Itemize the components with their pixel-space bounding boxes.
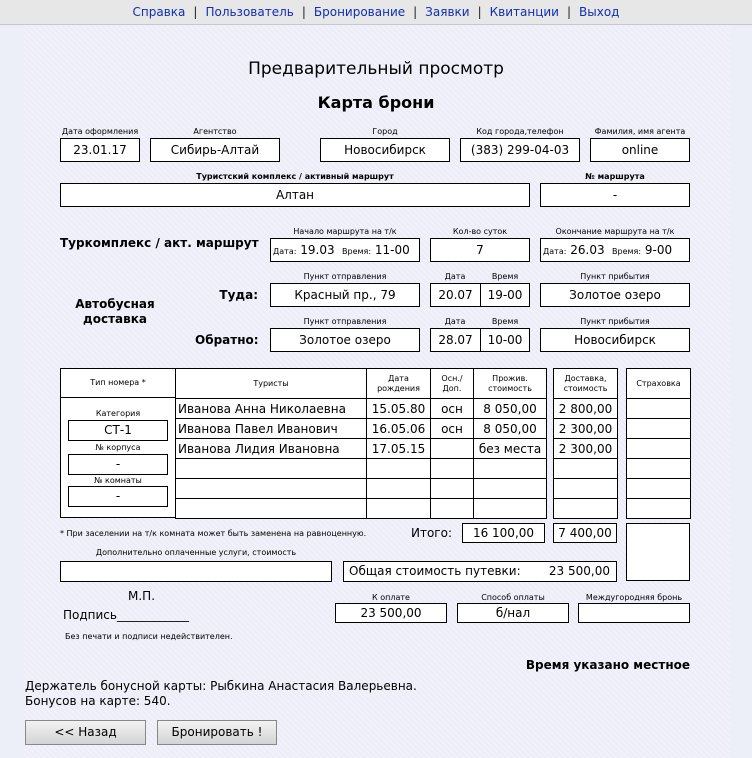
- back-date-field: 28.07: [430, 328, 481, 352]
- phone-label: Код города,телефон: [476, 127, 564, 136]
- payment-method-label: Способ оплаты: [481, 593, 545, 602]
- total-cost-value: 23 500,00: [548, 564, 610, 578]
- room-type-cell: [60, 397, 176, 518]
- there-time-label: Время: [491, 272, 519, 281]
- there-departure-field: Красный пр., 79: [270, 283, 420, 307]
- room-field: -: [68, 486, 168, 507]
- agency-field: Сибирь-Алтай: [150, 138, 280, 162]
- place-header: Осн./ Доп.: [431, 369, 474, 399]
- bonus-count: Бонусов на карте: 540.: [25, 694, 171, 708]
- tourist-cost: [474, 479, 547, 499]
- date-label: Дата оформления: [61, 127, 139, 136]
- to-pay-field: 23 500,00: [335, 603, 447, 623]
- table-row: [176, 499, 547, 519]
- table-row: [176, 439, 547, 459]
- delivery-cost: 2 800,00: [554, 399, 618, 419]
- tourist-name: [176, 479, 367, 499]
- room-type-header: Тип номера *: [60, 368, 176, 398]
- complex-label: Туристский комплекс / активный маршрут: [196, 172, 394, 181]
- cost-header: Прожив. стоимость: [474, 369, 547, 399]
- there-label: Туда:: [219, 288, 258, 302]
- complex-field: Алтан: [60, 183, 530, 207]
- local-time-note: Время указано местное: [525, 658, 690, 672]
- insurance-total-field: [626, 523, 690, 581]
- table-row: [176, 399, 547, 419]
- extra-services-field: [60, 561, 332, 582]
- delivery-header: Доставка, стоимость: [554, 369, 618, 399]
- category-label: Категория: [95, 409, 141, 418]
- back-time-field: 10-00: [480, 328, 530, 352]
- table-row: [176, 459, 547, 479]
- back-arrival-label: Пункт прибытия: [580, 317, 650, 326]
- insurance-cell: [627, 419, 691, 439]
- tourist-name: [176, 459, 367, 479]
- back-time-label: Время: [491, 317, 519, 326]
- route-start-label: Начало маршрута на т/к: [293, 227, 397, 236]
- delivery-total-field: 7 400,00: [553, 523, 617, 543]
- insurance-cell: [627, 459, 691, 479]
- nav-separator: |: [301, 5, 306, 19]
- top-nav: [0, 0, 752, 25]
- to-pay-label: К оплате: [372, 593, 410, 602]
- room-replacement-note: * При заселении на т/к комната может быть заменена на равноценную.: [60, 529, 367, 538]
- tourist-cost: [474, 499, 547, 519]
- seal-placeholder: М.П.: [128, 589, 156, 603]
- intercity-label: Междугородняя бронь: [585, 593, 683, 602]
- intercity-field: [578, 603, 690, 623]
- nav-separator: |: [413, 5, 418, 19]
- tourist-place: осн: [431, 419, 474, 439]
- nav-separator: |: [566, 5, 572, 19]
- city-label: Город: [372, 127, 398, 136]
- back-arrival-field: Новосибирск: [540, 328, 690, 352]
- bus-section-label-2: доставка: [83, 312, 147, 326]
- page-title: Предварительный просмотр: [248, 59, 504, 79]
- tourists-table-header-row: [176, 369, 547, 399]
- delivery-cost: [554, 499, 618, 519]
- nav-separator: |: [193, 5, 198, 19]
- tourist-place: [431, 499, 474, 519]
- card-title: Карта брони: [317, 93, 435, 112]
- nav-link-help[interactable]: Справка: [132, 5, 186, 19]
- phone-field: (383) 299-04-03: [460, 138, 580, 162]
- date-field: 23.01.17: [60, 138, 140, 162]
- tourist-place: [431, 439, 474, 459]
- there-arrival-field: Золотое озеро: [540, 283, 690, 307]
- tourist-cost: 8 050,00: [474, 399, 547, 419]
- table-row: [176, 479, 547, 499]
- payment-method-field: б/нал: [457, 603, 569, 623]
- agent-label: Фамилия, имя агента: [594, 127, 686, 136]
- days-field: 7: [430, 238, 530, 262]
- insurance-cell: [627, 499, 691, 519]
- cost-total-field: 16 100,00: [462, 523, 545, 543]
- days-label: Кол-во суток: [452, 227, 508, 236]
- extra-services-label: Дополнительно оплаченные услуги, стоимость: [95, 548, 297, 557]
- route-end-label: Окончание маршрута на т/к: [555, 227, 675, 236]
- back-label: Обратно:: [195, 333, 259, 347]
- agency-label: Агентство: [193, 127, 237, 136]
- route-end-field: Дата: 26.03 Время: 9-00: [540, 238, 690, 262]
- insurance-cell: [627, 439, 691, 459]
- tourists-header: Туристы: [176, 369, 367, 399]
- tourist-cost: без места: [474, 439, 547, 459]
- insurance-table: [626, 368, 691, 519]
- route-start-field: Дата: 19.03 Время: 11-00: [270, 238, 420, 262]
- room-label: № комнаты: [94, 476, 142, 485]
- nav-separator: |: [477, 5, 482, 19]
- tourist-name: Иванова Анна Николаевна: [176, 399, 367, 419]
- route-section-label: Туркомплекс / акт. маршрут: [60, 236, 259, 250]
- table-row: [176, 419, 547, 439]
- back-button[interactable]: << Назад: [25, 720, 146, 745]
- tourist-birth: 16.05.06: [367, 419, 431, 439]
- itogo-label: Итого:: [411, 526, 452, 540]
- book-button[interactable]: Бронировать !: [157, 720, 277, 745]
- insurance-cell: [627, 399, 691, 419]
- tourist-birth: 15.05.80: [367, 399, 431, 419]
- insurance-cell: [627, 479, 691, 499]
- agent-field: online: [590, 138, 690, 162]
- tourist-name: [176, 499, 367, 519]
- delivery-table: [553, 368, 618, 519]
- tourists-table: [175, 368, 547, 519]
- tourist-name: Иванова Лидия Ивановна: [176, 439, 367, 459]
- route-no-label: № маршрута: [585, 172, 645, 181]
- tourist-birth: 17.05.15: [367, 439, 431, 459]
- nav-link-user[interactable]: Пользователь: [205, 5, 294, 19]
- building-label: № корпуса: [95, 443, 141, 452]
- there-arrival-label: Пункт прибытия: [580, 272, 650, 281]
- delivery-cost: [554, 459, 618, 479]
- tourist-place: осн: [431, 399, 474, 419]
- bus-section-label-1: Автобусная: [75, 297, 155, 311]
- back-departure-field: Золотое озеро: [270, 328, 420, 352]
- nav-link-orders[interactable]: Заявки: [425, 5, 470, 19]
- delivery-cost: [554, 479, 618, 499]
- birth-header: Дата рождения: [367, 369, 431, 399]
- tourist-place: [431, 459, 474, 479]
- tourist-birth: [367, 479, 431, 499]
- route-no-field: -: [540, 183, 690, 207]
- there-time-field: 19-00: [480, 283, 530, 307]
- there-departure-label: Пункт отправления: [303, 272, 387, 281]
- delivery-cost: 2 300,00: [554, 419, 618, 439]
- tourist-cost: 8 050,00: [474, 419, 547, 439]
- category-field: СТ-1: [68, 420, 168, 441]
- no-seal-note: Без печати и подписи недействителен.: [65, 632, 233, 641]
- tourist-name: Иванова Павел Иванович: [176, 419, 367, 439]
- back-date-label: Дата: [444, 317, 466, 326]
- tourist-cost: [474, 459, 547, 479]
- nav-link-receipts[interactable]: Квитанции: [489, 5, 559, 19]
- insurance-header: Страховка: [627, 369, 691, 399]
- signature-line: Подпись____________: [63, 608, 189, 622]
- back-departure-label: Пункт отправления: [303, 317, 387, 326]
- building-field: -: [68, 454, 168, 475]
- tourist-birth: [367, 459, 431, 479]
- there-date-label: Дата: [444, 272, 466, 281]
- total-cost-label: Общая стоимость путевки:: [349, 564, 521, 578]
- delivery-cost: 2 300,00: [554, 439, 618, 459]
- total-cost-field: [343, 561, 617, 582]
- there-date-field: 20.07: [430, 283, 481, 307]
- city-field: Новосибирск: [320, 138, 450, 162]
- bonus-holder: Держатель бонусной карты: Рыбкина Анастасия Валерьевна.: [25, 679, 417, 693]
- tourist-birth: [367, 499, 431, 519]
- tourist-place: [431, 479, 474, 499]
- nav-link-booking[interactable]: Бронирование: [313, 5, 406, 19]
- nav-link-exit[interactable]: Выход: [579, 5, 620, 19]
